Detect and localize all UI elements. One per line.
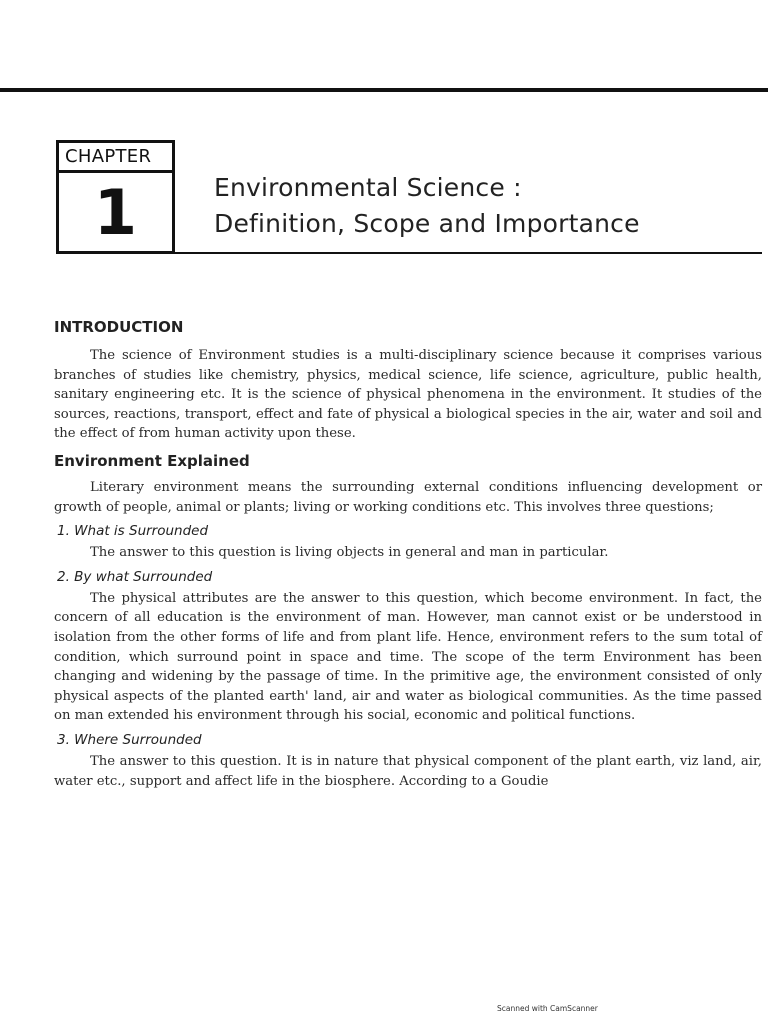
- chapter-label: CHAPTER: [59, 143, 172, 173]
- question-3-paragraph: The answer to this question. It is in nature that physical component of the plant earth, viz land, air, water etc., support and affect life in the biosphere. According to a Goudie: [54, 753, 762, 789]
- chapter-number: 1: [93, 176, 138, 249]
- page-content: [54, 318, 762, 791]
- question-1-paragraph: The answer to this question is living objects in general and man in particular.: [90, 545, 609, 561]
- question-1-heading: 1. What is Surrounded: [57, 523, 209, 540]
- chapter-title-line-2: Definition, Scope and Importance: [214, 209, 640, 238]
- environment-explained-heading: Environment Explained: [54, 451, 250, 470]
- question-3-heading: 3. Where Surrounded: [57, 731, 202, 748]
- title-rule: [175, 252, 762, 254]
- chapter-box: [56, 140, 175, 254]
- chapter-title-line-1: Environmental Science :: [214, 173, 522, 202]
- environment-explained-paragraph: Literary environment means the surrounding external conditions influencing development or growth of people, animal or plants; living or working conditions etc. This involves three questions;: [54, 479, 762, 515]
- question-2-heading: 2. By what Surrounded: [57, 568, 213, 585]
- chapter-title: [214, 170, 640, 242]
- question-2-paragraph: The physical attributes are the answer to this question, which become environment. In fact, the concern of all education is the environment of man. However, man cannot exist or be understood in isolation from the other forms of life and from plant life. Hence, environment refers to the sum total of condition, which surround point in space and time. The scope of the term Environment has been changing and widening by the passage of time. In the primitive age, the environment consisted of only physical aspects of the planted earth' land, air and water as biological communities. As the time passed on man extended his environment through his social, economic and political functions.: [54, 590, 762, 724]
- top-rule: [0, 88, 768, 92]
- introduction-paragraph: The science of Environment studies is a multi-disciplinary science because it comprises various branches of studies like chemistry, physics, medical science, life science, agriculture, public health, sanitary engineering etc. It is the science of physical phenomena in the environment. It studies of the sources, reactions, transport, effect and fate of physical a biological species in the air, water and soil and the effect of from human activity upon these.: [54, 348, 762, 442]
- scanner-watermark: Scanned with CamScanner: [497, 1004, 598, 1013]
- introduction-heading: INTRODUCTION: [54, 318, 184, 336]
